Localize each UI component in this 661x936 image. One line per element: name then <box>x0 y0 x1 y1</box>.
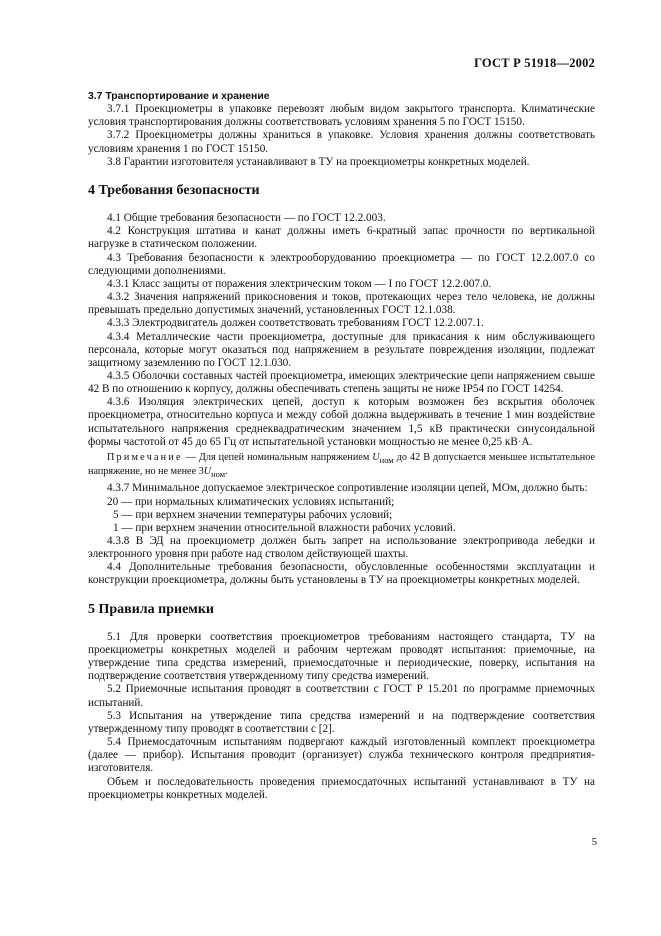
paragraph-4-3-8: 4.3.8 В ЭД на проекциометр должен быть запрет на использование электропривода лебедки и электронного уровня при работе над стволом действующей шахты. <box>88 535 595 561</box>
paragraph-4-2: 4.2 Конструкция штатива и канат должны иметь 6-кратный запас прочности по вертикальной нагрузке в статическом положении. <box>88 225 595 251</box>
page-number: 5 <box>591 837 597 848</box>
paragraph-4-3-4: 4.3.4 Металлические части проекциометра, доступные для прикасания к ним обслуживающего персонала, которые могут оказаться под напряжением в результате повреждения изоляции, подлежат защитному заземлению по ГОСТ 12.1.030. <box>88 330 595 369</box>
paragraph-5-1: 5.1 Для проверки соответствия проекциометров требованиям настоящего стандарта, ТУ на проекциометры конкретных моделей и рабочим чертежам проводят испытания: приемочные, на утверждение типа средства измерений, приемосдаточные и периодические, поверку, испытания на подтверждение соответствия утвержденному типу средства измерений. <box>88 630 595 683</box>
list-item: 1 — при верхнем значении относительной влажности рабочих условий. <box>113 521 456 534</box>
paragraph-5-4-b: Объем и последовательность проведения приемосдаточных испытаний устанавливают в ТУ на проекциометры конкретных моделей. <box>88 775 595 801</box>
paragraph-4-3-6: 4.3.6 Изоляция электрических цепей, доступ к которым возможен без вскрытия оболочек проекциометра, относительно корпуса и между собой должна выдерживать в течение 1 мин воздействие испытательного напряжения среднеквадратическим значением 1,5 кВ практически синусоидальной формы частотой от 45 до 65 Гц от испытательной установки мощностью не менее 0,25 кВ·А. <box>88 396 595 448</box>
paragraph-5-3: 5.3 Испытания на утверждение типа средства измерений и на подтверждение соответствия утвержденному типу проводят в соответствии с [2]. <box>88 709 595 735</box>
section-4-heading: 4 Требования безопасности <box>88 182 260 198</box>
u-nom-symbol-2: U <box>203 466 212 478</box>
paragraph-4-3-7: 4.3.7 Минимальное допускаемое электрическое сопротивление изоляции цепей, МОм, должно быть: <box>107 482 588 495</box>
section-3-7-heading: 3.7 Транспортирование и хранение <box>88 91 270 102</box>
page-content <box>88 90 595 802</box>
paragraph-4-1: 4.1 Общие требования безопасности — по ГОСТ 12.2.003. <box>107 212 386 225</box>
u-nom-subscript-2: ном <box>211 469 226 480</box>
note-text-c: . <box>225 466 228 478</box>
list-item: 20 — при нормальных климатических условиях испытаний; <box>107 495 395 508</box>
list-item: 5 — при верхнем значении температуры рабочих условий; <box>113 508 393 521</box>
paragraph-5-2: 5.2 Приемочные испытания проводят в соответствии с ГОСТ Р 15.201 по программе приемочных испытаний. <box>88 683 595 709</box>
paragraph-5-4: 5.4 Приемосдаточным испытаниям подвергают каждый изготовленный комплект проекциометра (далее — прибор). Испытания проводит (организует) служба технического контроля предприятия-изготовителя. <box>88 736 595 775</box>
note-text-b: до 42 В допускается меньшее испытательное напряжение, но не менее 3 <box>88 451 595 478</box>
paragraph-4-3-2: 4.3.2 Значения напряжений прикосновения и токов, протекающих через тело человека, не должны превышать предельно допустимых значений, установленных ГОСТ 12.1.038. <box>88 291 595 317</box>
note-4-3-6 <box>88 452 595 480</box>
paragraph-4-3-3: 4.3.3 Электродвигатель должен соответствовать требованиям ГОСТ 12.2.007.1. <box>107 317 484 330</box>
paragraph-4-3: 4.3 Требования безопасности к электрооборудованию проекциометра — по ГОСТ 12.2.007.0 со следующими дополнениями. <box>88 251 595 277</box>
standard-header: ГОСТ Р 51918—2002 <box>474 56 595 70</box>
paragraph-4-3-1: 4.3.1 Класс защиты от поражения электрическим током — I по ГОСТ 12.2.007.0. <box>107 277 492 290</box>
paragraph-3-7-2: 3.7.2 Проекциометры должны храниться в упаковке. Условия хранения должны соответствовать условиям хранения 1 по ГОСТ 15150. <box>88 129 595 155</box>
paragraph-3-7-1: 3.7.1 Проекциометры в упаковке перевозят любым видом закрытого транспорта. Климатические условия транспортирования должны соответствовать условиям хранения 5 по ГОСТ 15150. <box>88 103 595 129</box>
section-5-heading: 5 Правила приемки <box>88 601 214 617</box>
note-text-a: — Для цепей номинальным напряжением <box>182 451 373 463</box>
paragraph-3-8: 3.8 Гарантии изготовителя устанавливают в ТУ на проекциометры конкретных моделей. <box>107 155 530 168</box>
u-nom-subscript: ном <box>379 454 394 465</box>
note-label: Примечание <box>107 451 183 463</box>
u-nom-symbol: U <box>372 451 380 463</box>
paragraph-4-4: 4.4 Дополнительные требования безопасности, обусловленные особенностями эксплуатации и конструкции проекциометра, должны быть установлены в ТУ на проекциометры конкретных моделей. <box>88 561 595 587</box>
paragraph-4-3-5: 4.3.5 Оболочки составных частей проекциометра, имеющих электрические цепи напряжением свыше 42 В по отношению к корпусу, должны обеспечивать степень защиты не ниже IP54 по ГОСТ 14254. <box>88 369 595 396</box>
